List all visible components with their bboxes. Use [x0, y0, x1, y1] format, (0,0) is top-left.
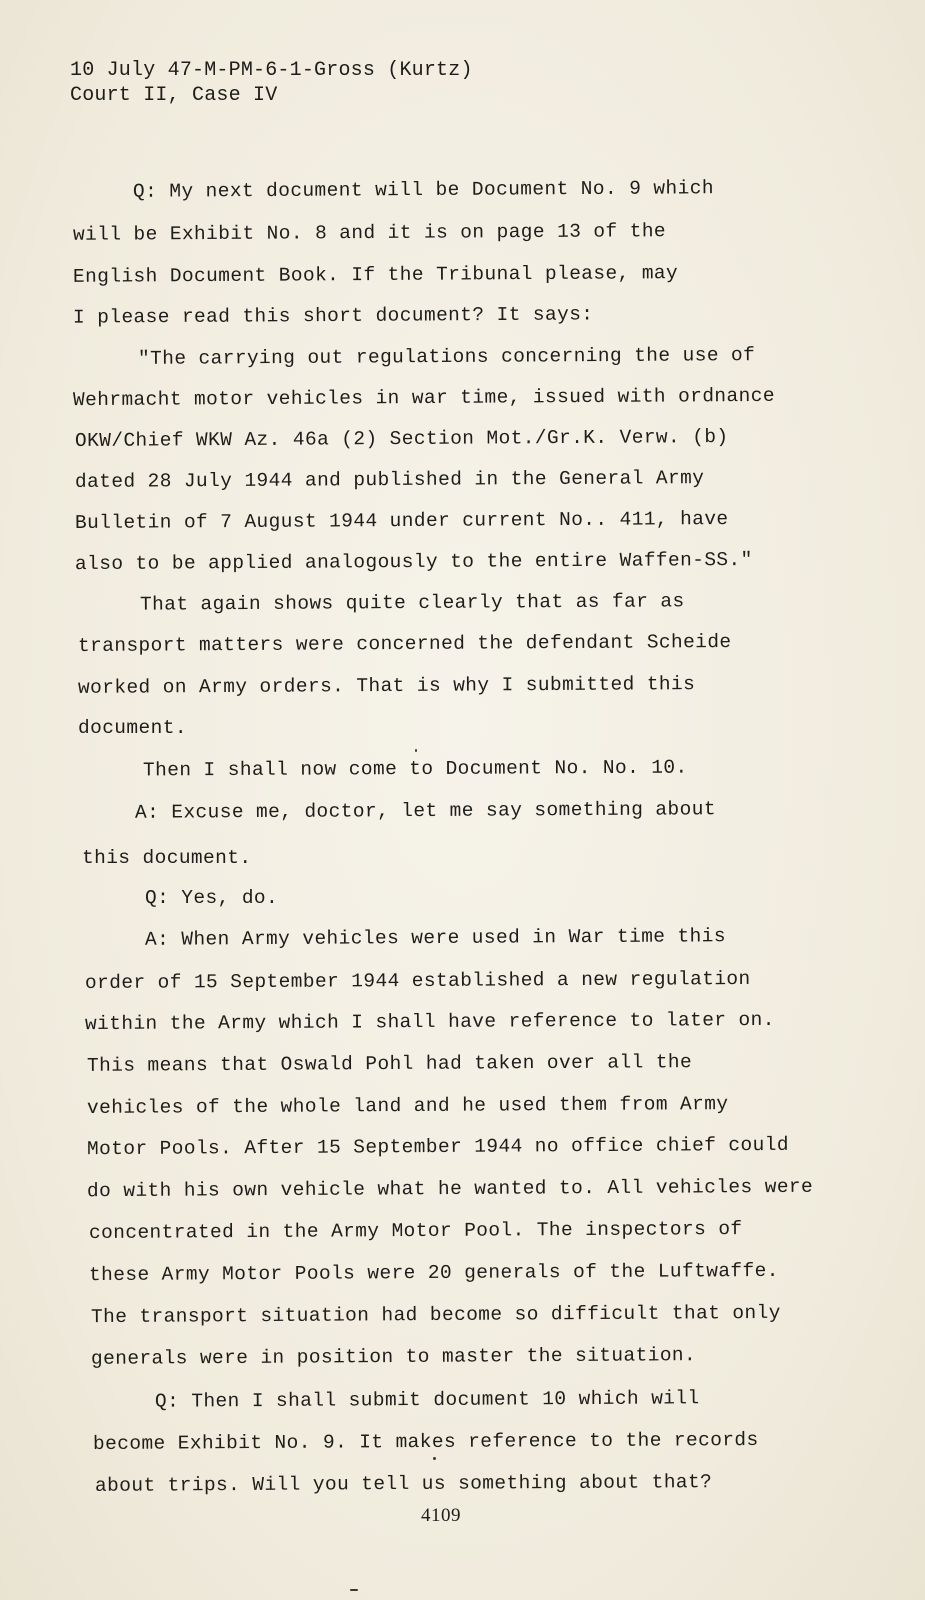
text-line: will be Exhibit No. 8 and it is on page 13 of the	[72, 220, 667, 246]
text-line: A: Excuse me, doctor, let me say something about	[134, 798, 716, 824]
header-line-2: Court II, Case IV	[70, 84, 278, 107]
text-line: OKW/Chief WKW Az. 46a (2) Section Mot./Gr.K. Verw. (b)	[74, 426, 729, 452]
header-line-1: 10 July 47-M-PM-6-1-Gross (Kurtz)	[70, 59, 473, 82]
text-line: vehicles of the whole land and he used them from Army	[86, 1093, 729, 1119]
text-line: This means that Oswald Pohl had taken over all the	[86, 1051, 693, 1077]
text-line: these Army Motor Pools were 20 generals of the Luftwaffe.	[88, 1259, 779, 1287]
ink-speck	[433, 1457, 436, 1460]
text-line: worked on Army orders. That is why I submitted this	[77, 673, 696, 699]
text-line: about trips. Will you tell us something about that?	[94, 1471, 713, 1497]
text-line: generals were in position to master the situation.	[90, 1344, 697, 1370]
text-line: Wehrmacht motor vehicles in war time, issued with ordnance	[72, 384, 775, 412]
text-line: document.	[78, 717, 187, 739]
text-line: become Exhibit No. 9. It makes reference to the records	[92, 1428, 759, 1456]
text-line: "The carrying out regulations concerning the use of	[137, 344, 756, 370]
text-line: this document.	[82, 847, 252, 869]
page-number: 4109	[421, 1505, 461, 1526]
text-line: A: When Army vehicles were used in War time this	[144, 925, 726, 951]
text-line: Q: Yes, do.	[145, 887, 279, 909]
text-line: The transport situation had become so difficult that only	[90, 1301, 781, 1329]
text-line: Q: Then I shall submit document 10 which will	[154, 1387, 700, 1413]
text-line: do with his own vehicle what he wanted to. All vehicles were	[86, 1175, 814, 1203]
text-line: concentrated in the Army Motor Pool. The inspectors of	[88, 1218, 743, 1244]
text-line: Q: My next document will be Document No. 9 which	[132, 177, 714, 203]
text-line: transport matters were concerned the defendant Scheide	[77, 631, 732, 657]
text-line: English Document Book. If the Tribunal please, may	[72, 262, 679, 288]
text-line: within the Army which I shall have reference to later on.	[84, 1008, 775, 1036]
ink-speck	[350, 1589, 358, 1591]
text-line: That again shows quite clearly that as far as	[139, 590, 685, 616]
text-line: I please read this short document? It says:	[72, 303, 594, 329]
text-line: Bulletin of 7 August 1944 under current No.. 411, have	[74, 508, 729, 534]
text-line: Motor Pools. After 15 September 1944 no office chief could	[86, 1133, 789, 1161]
ink-speck	[415, 749, 417, 752]
text-line: also to be applied analogously to the entire Waffen-SS."	[74, 548, 753, 576]
text-line: dated 28 July 1944 and published in the General Army	[74, 467, 705, 493]
text-line: order of 15 September 1944 established a new regulation	[84, 967, 751, 995]
text-line: Then I shall now come to Document No. No. 10.	[142, 756, 688, 782]
